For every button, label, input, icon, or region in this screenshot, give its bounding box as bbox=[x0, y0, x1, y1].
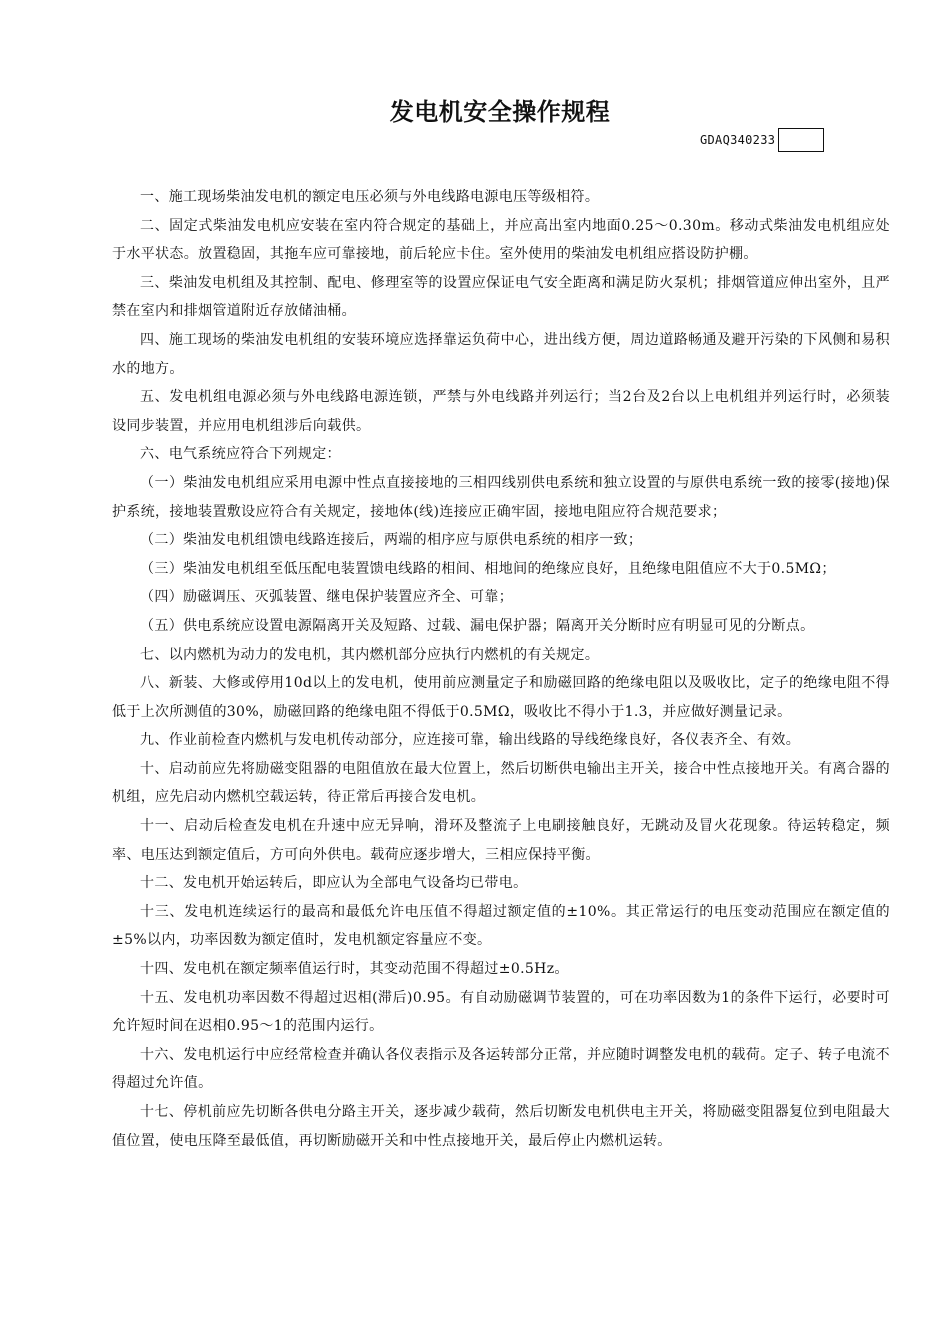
document-body bbox=[112, 183, 890, 1155]
clause-6-item-1: （一）柴油发电机组应采用电源中性点直接接地的三相四线别供电系统和独立设置的与原供电系统一致的接零(接地)保护系统，接地装置敷设应符合有关规定，接地体(线)连接应正确牢固，接地电阻应符合规范要求； bbox=[112, 474, 890, 520]
document-code-box bbox=[778, 128, 824, 152]
document-code: GDAQ340233 bbox=[700, 133, 776, 147]
clause-16: 十六、发电机运行中应经常检查并确认各仪表指示及各运转部分正常，并应随时调整发电机的载荷。定子、转子电流不得超过允许值。 bbox=[112, 1046, 890, 1092]
clause-6-item-3: （三）柴油发电机组至低压配电装置馈电线路的相间、相地间的绝缘应良好，且绝缘电阻值应不大于0.5MΩ； bbox=[140, 560, 836, 577]
clause-5: 五、发电机组电源必须与外电线路电源连锁，严禁与外电线路并列运行；当2台及2台以上电机组并列运行时，必须装设同步装置，并应用电机组涉后向载供。 bbox=[112, 389, 890, 434]
clause-11: 十一、启动后检查发电机在升速中应无异响，滑环及整流子上电刷接触良好，无跳动及冒火花现象。待运转稳定，频率、电压达到额定值后，方可向外供电。载荷应逐步增大，三相应保持平衡。 bbox=[112, 818, 890, 863]
clause-14: 十四、发电机在额定频率值运行时，其变动范围不得超过±0.5Hz。 bbox=[140, 961, 569, 978]
clause-6-item-2: （二）柴油发电机组馈电线路连接后，两端的相序应与原供电系统的相序一致； bbox=[140, 532, 643, 549]
clause-9: 九、作业前检查内燃机与发电机传动部分，应连接可靠，输出线路的导线绝缘良好，各仪表齐全、有效。 bbox=[140, 732, 801, 749]
clause-6-item-4: （四）励磁调压、灭弧装置、继电保护装置应齐全、可靠； bbox=[140, 589, 514, 606]
clause-6: 六、电气系统应符合下列规定： bbox=[140, 446, 341, 463]
clause-17: 十七、停机前应先切断各供电分路主开关，逐步减少载荷，然后切断发电机供电主开关，将励磁变阻器复位到电阻最大值位置，使电压降至最低值，再切断励磁开关和中性点接地开关，最后停止内燃机运转。 bbox=[112, 1104, 890, 1149]
clause-2: 二、固定式柴油发电机应安装在室内符合规定的基础上，并应高出室内地面0.25～0.30m。移动式柴油发电机组应处于水平状态。放置稳固，其拖车应可靠接地，前后轮应卡住。室外使用的柴油发电机组应搭设防护棚。 bbox=[112, 217, 890, 263]
clause-4: 四、施工现场的柴油发电机组的安装环境应选择靠运负荷中心，进出线方便，周边道路畅通及避开污染的下风侧和易积水的地方。 bbox=[112, 331, 890, 377]
clause-3: 三、柴油发电机组及其控制、配电、修理室等的设置应保证电气安全距离和满足防火泵机；排烟管道应伸出室外，且严禁在室内和排烟管道附近存放储油桶。 bbox=[112, 274, 890, 320]
clause-13: 十三、发电机连续运行的最高和最低允许电压值不得超过额定值的±10%。其正常运行的电压变动范围应在额定值的±5%以内，功率因数为额定值时，发电机额定容量应不变。 bbox=[112, 903, 890, 949]
clause-1: 一、施工现场柴油发电机的额定电压必须与外电线路电源电压等级相符。 bbox=[140, 189, 600, 205]
clause-12: 十二、发电机开始运转后，即应认为全部电气设备均已带电。 bbox=[140, 875, 528, 892]
clause-10: 十、启动前应先将励磁变阻器的电阻值放在最大位置上，然后切断供电输出主开关，接合中性点接地开关。有离合器的机组，应先启动内燃机空载运转，待正常后再接合发电机。 bbox=[112, 760, 890, 806]
document-code-row bbox=[700, 128, 824, 152]
clause-6-item-5: （五）供电系统应设置电源隔离开关及短路、过载、漏电保护器；隔离开关分断时应有明显可见的分断点。 bbox=[140, 617, 815, 634]
clause-8: 八、新装、大修或停用10d以上的发电机，使用前应测量定子和励磁回路的绝缘电阻以及吸收比，定子的绝缘电阻不得低于上次所测值的30%，励磁回路的绝缘电阻不得低于0.5MΩ，吸收比不得小于1.3，并应做好测量记录。 bbox=[112, 675, 890, 720]
clause-15: 十五、发电机功率因数不得超过迟相(滞后)0.95。有自动励磁调节装置的，可在功率因数为1的条件下运行，必要时可允许短时间在迟相0.95～1的范围内运行。 bbox=[112, 989, 890, 1035]
page-title: 发电机安全操作规程 bbox=[389, 98, 611, 126]
clause-7: 七、以内燃机为动力的发电机，其内燃机部分应执行内燃机的有关规定。 bbox=[140, 646, 600, 663]
